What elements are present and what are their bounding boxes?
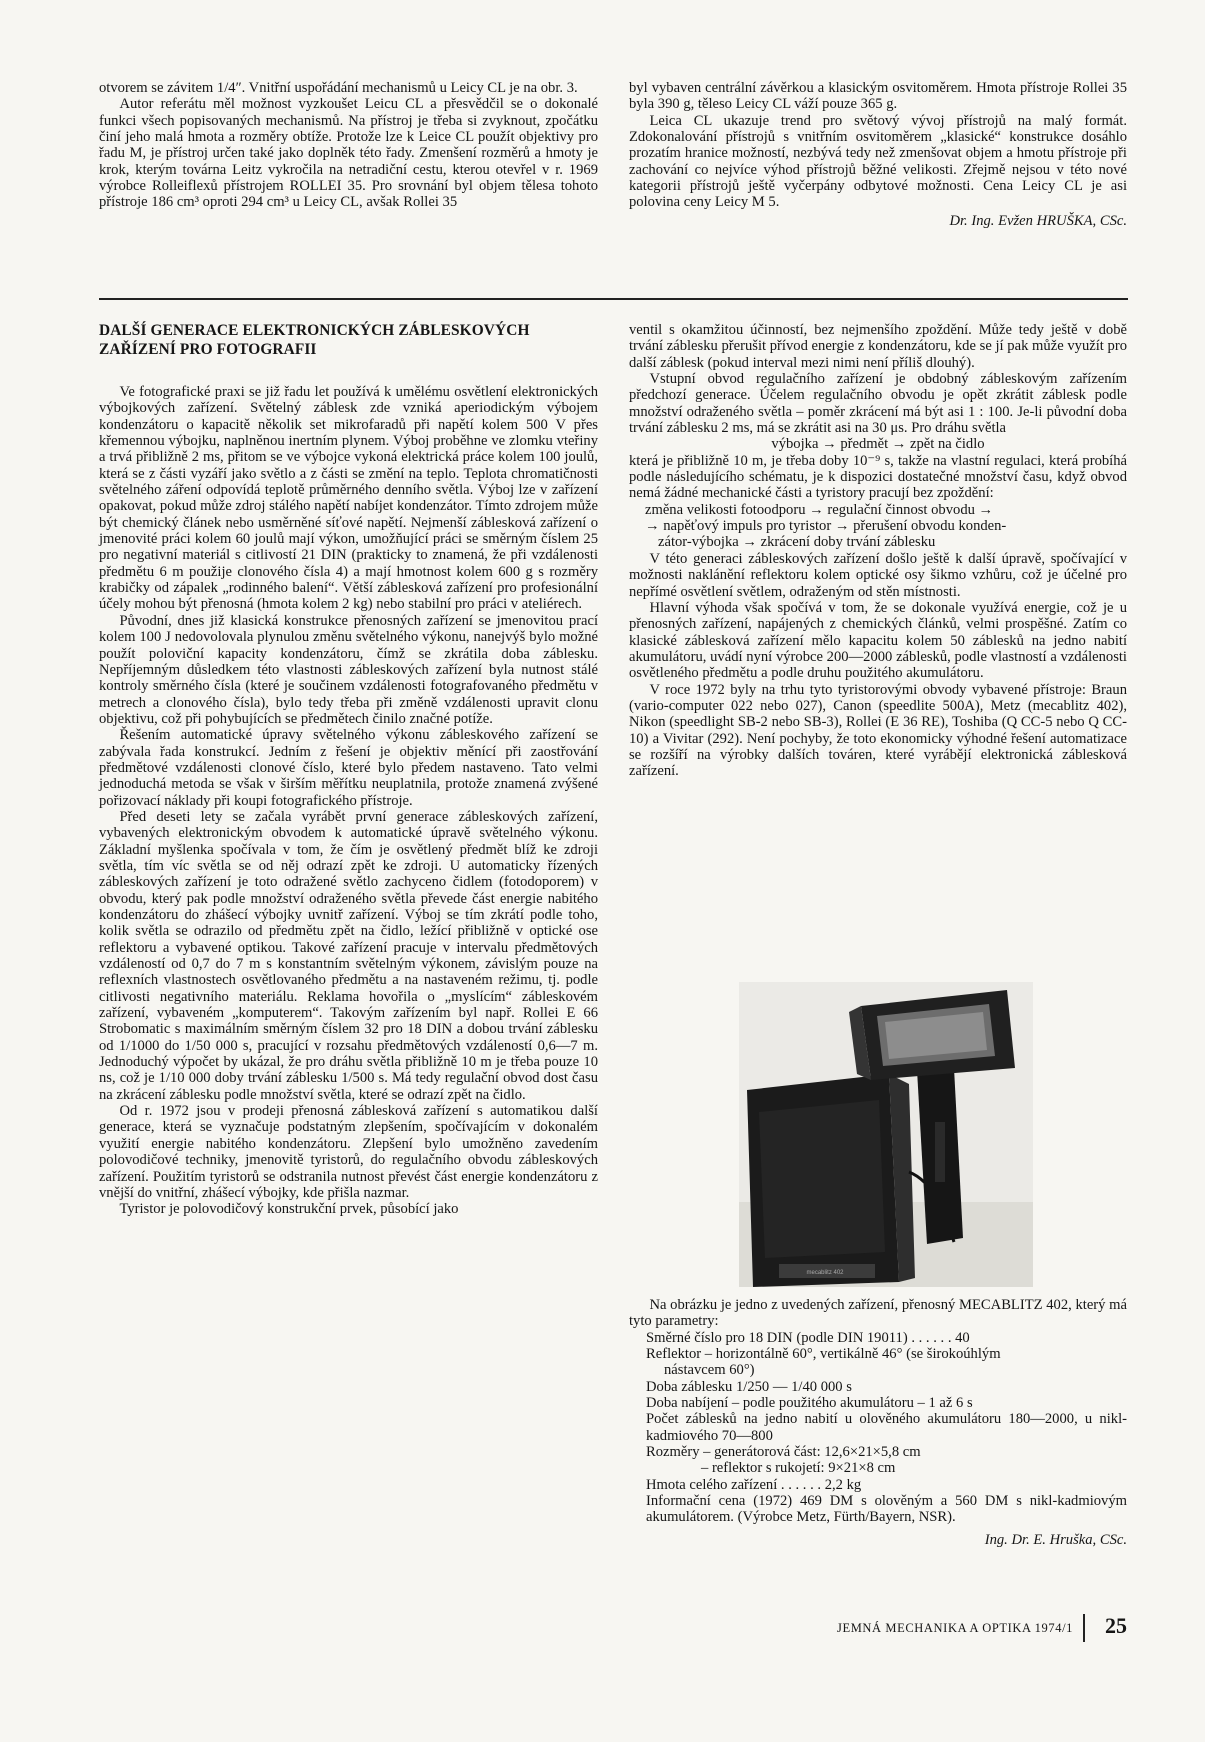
page-footer: [819, 1613, 1127, 1641]
paragraph: byl vybaven centrální závěrkou a klasickým osvitoměrem. Hmota přístroje Rollei 35 byla 390 g, těleso Leicy CL váží pouze 365 g.: [629, 80, 1127, 113]
spec-row: – reflektor s rukojetí: 9×21×8 cm: [701, 1460, 896, 1477]
photo-label: mecablitz 402: [806, 1270, 844, 1276]
article-body-left: [99, 384, 598, 1218]
article-body-right: [629, 322, 1127, 780]
spec-row: Reflektor – horizontálně 60°, vertikálně 46° (se širokoúhlým: [646, 1346, 1001, 1363]
schema-line: změna velikosti fotoodporu → regulační činnost obvodu →: [645, 501, 994, 518]
spec-row: Hmota celého zařízení . . . . . . 2,2 kg: [646, 1476, 862, 1493]
paragraph: Tyristor je polovodičový konstrukční prvek, působící jako: [119, 1201, 459, 1218]
paragraph: Autor referátu měl možnost vyzkoušet Leicu CL a přesvědčil se o dokonalé funkci všech popisovaných mechanismů. Na přístroj je třeba si zvyknout, zpočátku činí jeho malá hmota a rozměry obtíže. Protože lze k Leice CL použít objektivy pro řadu M, je přístroj určen také jako doplněk této řady. Zmenšení rozměrů a hmoty je krok, kterým továrna Leitz vykročila na netradiční cestu, kterou otevřel v r. 1969 výrobce Rolleiflexů přístrojem ROLLEI 35. Pro srovnání byl objem tělesa tohoto přístroje 186 cm³ oproti 294 cm³ u Leicy CL, avšak Rollei 35: [99, 96, 598, 211]
schema-line: zátor-výbojka → zkrácení doby trvání záblesku: [658, 534, 936, 551]
paragraph: Leica CL ukazuje trend pro světový vývoj přístrojů na malý formát. Zdokonalování přístrojů s vnitřním osvitoměrem „klasické“ konstrukce dosáhlo prozatím hranice možností, nezbývá tedy než zmenšovat objem a hmotu přístroje při zachování co nejvíce výhod přístrojů běžné velikosti. Zřejmě nejsou v této nové kategorii přístrojů ještě vyčerpány odbytové možnosti. Cena Leicy CL je asi polovina ceny Leicy M 5.: [629, 112, 1127, 211]
paragraph: Od r. 1972 jsou v prodeji přenosná záblesková zařízení s automatikou další generace, která se vyznačuje podstatným zlepšením, spočívajícím v dokonalém využití energie nabitého kondenzátoru. Zlepšení bylo umožněno zavedením polovodičové techniky, jmenovitě tyristorů, do regulačního obvodu zábleskových zařízení. Použitím tyristorů se odstranila nutnost převést část energie kondenzátoru z vnější do vnitřní, zhášecí výbojky, kde přišla nazmar.: [99, 1103, 598, 1201]
journal-title: JEMNÁ MECHANIKA A OPTIKA 1974/1: [837, 1621, 1073, 1635]
article-continuation-right: [629, 80, 1127, 229]
section-divider: [99, 298, 1128, 300]
spec-row: Informační cena (1972) 469 DM s olověným a 560 DM s nikl-kadmiovým akumulátorem. (Výrobce Metz, Fürth/Bayern, NSR).: [646, 1493, 1127, 1526]
formula-line: výbojka → předmět → zpět na čidlo: [771, 436, 985, 453]
flash-unit-illustration: [739, 982, 1033, 1287]
paragraph: Ve fotografické praxi se již řadu let používá k umělému osvětlení elektronických výbojkových zařízení. Světelný záblesk zde vzniká aperiodickým výbojem kondenzátoru o kapacitě několik set mikrofaradů při napětí kolem 500 V přes křemennou výbojku, naplněnou inertním plynem. Výboj proběhne ve zlomku vteřiny a trvá přibližně 2 ms, přitom se ve výbojce vykoná elektrická práce kolem 100 joulů, která se z části vyzáří jako světlo a z části se změní na teplo. Teplota chromatičnosti světelného záření odpovídá teplotě průměrného denního světla. Výboj lze v zařízení opakovat, pokud může zdroj stálého napětí nabíjet kondenzátor. Tímto zdrojem může být chemický článek nebo usměrněné síťové napětí. Nejmenší záblesková zařízení o jmenovité práci kolem 60 joulů mají výkon, umožňující práci se směrným číslem 25 pro negativní materiál s citlivostí 21 DIN (prakticky to znamená, že při vzdálenosti předmětu 6 m použije clonového čísla 4) a mají hmotnost kolem 600 g s rozměry krabičky od zápalek „rodinného balení“. Větší záblesková zařízení pro profesionální účely mohou být přenosná (hmota kolem 2 kg) nebo stabilní pro práci v ateliérech.: [99, 384, 598, 613]
spec-row: Počet záblesků na jedno nabití u olověného akumulátoru 180—2000, u nikl-kadmiového 70—800: [646, 1411, 1127, 1444]
paragraph: V roce 1972 byly na trhu tyto tyristorovými obvody vybavené přístroje: Braun (vario-computer 022 nebo 027), Canon (speedlite 500A), Metz (mecablitz 402), Nikon (speedlight SB-2 nebo SB-3), Rollei (E 36 RE), Toshiba (Q CC-5 nebo Q CC-10) a Vivitar (292). Není pochyby, že toto ekonomicky výhodné řešení automatizace se rozšíří na výrobky dalších továren, které vyrábějí elektronická záblesková zařízení.: [629, 681, 1127, 780]
footer-divider: [1083, 1614, 1085, 1642]
spec-row: nástavcem 60°): [664, 1362, 755, 1379]
caption-intro: Na obrázku je jedno z uvedených zařízení, přenosný MECABLITZ 402, který má tyto parametry:: [629, 1297, 1127, 1330]
schema-line: → napěťový impuls pro tyristor → přerušení obvodu konden-: [645, 518, 1007, 535]
paragraph: Vstupní obvod regulačního zařízení je obdobný zábleskovým zařízením předchozí generace. Účelem regulačního obvodu je opět zkrátit záblesk podle množství odraženého světla – poměr zkrácení má být asi 1 : 100. Je-li původní doba trvání záblesku 2 ms, má se zkrátit asi na 30 μs. Pro dráhu světla: [629, 371, 1127, 437]
paragraph: ventil s okamžitou účinností, bez nejmenšího zpoždění. Může tedy ještě v době trvání záblesku přerušit přívod energie z kondenzátoru, kde se jí pak může využít pro další záblesk (pokud interval mezi nimi není příliš dlouhý).: [629, 322, 1127, 371]
paragraph: Původní, dnes již klasická konstrukce přenosných zařízení se jmenovitou prací kolem 100 J nedovolovala plynulou změnu světelného výkonu, nanejvýš bylo možné použít poloviční kapacity kondenzátoru, čímž se zkrátila doba záblesku. Nepříjemným důsledkem této vlastnosti zábleskových zařízení byla nutnost stálé kontroly směrného čísla (které je součinem vzdálenosti fotografovaného předmětu v metrech a clonového čísla), bylo tedy třeba při změně vzdálenosti upravit clonu objektivu, což při pohybujících se předmětech činilo značné potíže.: [99, 612, 598, 727]
paragraph: Hlavní výhoda však spočívá v tom, že se dokonale využívá energie, což je u přenosných zařízení, napájených z chemických článků, velmi prospěšné. Zatím co klasické záblesková zařízení mělo kapacitu kolem 50 záblesků na jedno nabití akumulátoru, uvádí nyní výrobce 200—2000 záblesků, podle vlastností a vzdálenosti osvětleného předmětu a podle druhu použitého akumulátoru.: [629, 599, 1127, 682]
spec-row: Doba záblesku 1/250 — 1/40 000 s: [646, 1378, 852, 1395]
article-heading: DALŠÍ GENERACE ELEKTRONICKÝCH ZÁBLESKOVÝCH ZAŘÍZENÍ PRO FOTOGRAFII: [99, 322, 530, 358]
spec-row: Doba nabíjení – podle použitého akumulátoru – 1 až 6 s: [646, 1395, 973, 1412]
photo-caption: [629, 1297, 1127, 1548]
paragraph: otvorem se závitem 1/4″. Vnitřní uspořádání mechanismů u Leicy CL je na obr. 3.: [99, 80, 578, 96]
author-signature: Ing. Dr. E. Hruška, CSc.: [984, 1531, 1127, 1548]
paragraph: Před deseti lety se začala vyrábět první generace zábleskových zařízení, vybavených elektronickým obvodem k automatické úpravě světelného výkonu. Základní myšlenka spočívala v tom, že čím je osvětlený předmět blíž ke zdroji světla, tím víc světla se od něj odrazí zpět ke zdroji. U automaticky řízených zábleskových zařízení je toto odražené světlo zachyceno čidlem (fotodoporem) v obvodu, který pak podle množství odraženého světla převede část energie nabitého kondenzátoru do zhášecí výbojky uvnitř zařízení. Výboj se tím zkrátí podle toho, kolik světla se odrazilo od předmětu zpět na čidlo, ležící přibližně v optické ose reflektoru a vybavené optikou. Takové zařízení pracuje v intervalu předmětových vzdáleností od 0,7 do 7 m s konstantním světelným výkonem, závislým pouze na reflexních vlastnostech osvětlovaného předmětu a na nastaveném režimu, tj. podle citlivosti negativního materiálu. Reklama hovořila o „myslícím“ zábleskovém zařízení, vybaveném „komputerem“. Takovým zařízením byl např. Rollei E 66 Strobomatic s maximálním směrným číslem 32 pro 18 DIN a dobou trvání záblesku od 1/1000 do 1/50 000 s, pracující v rozsahu předmětových vzdáleností 0,6—7 m. Jednoduchý výpočet by ukázal, že pro dráhu světla přibližně 10 m je třeba pouze 10 ns, což je 1/10 000 doby trvání záblesku 1/500 s. Má tedy regulační obvod dost času na zkrácení záblesku podle množství světla, které se odrazí zpět na čidlo.: [99, 808, 598, 1103]
spec-row: Rozměry – generátorová část: 12,6×21×5,8 cm: [646, 1444, 921, 1461]
paragraph: která je přibližně 10 m, je třeba doby 10⁻⁹ s, takže na vlastní regulaci, která probíhá podle následujícího schématu, je k dispozici dostatečné množství času, když obvod nemá žádné mechanické části a tyristory pracují bez zpoždění:: [629, 452, 1127, 502]
page-number: 25: [1105, 1613, 1127, 1638]
paragraph: V této generaci zábleskových zařízení došlo ještě k další úpravě, spočívající v možnosti naklánění reflektoru kolem optické osy šikmo vzhůru, což je účelné pro nepřímé osvětlení světlem, odraženým od stěn místnosti.: [629, 550, 1127, 600]
paragraph: Řešením automatické úpravy světelného výkonu zábleskového zařízení se zabývala řada konstrukcí. Jedním z řešení je objektiv měnící při zaostřování předmětové vzdálenosti clonové číslo, které bylo předem nastaveno. Tato velmi jednoduchá metoda se však v širším měřítku neuplatnila, protože znamená zvýšené pořizovací náklady při koupi fotografického přístroje.: [99, 727, 598, 809]
flash-unit-photo: [739, 982, 1033, 1287]
author-signature: Dr. Ing. Evžen HRUŠKA, CSc.: [949, 212, 1127, 229]
spec-row: Směrné číslo pro 18 DIN (podle DIN 19011) . . . . . . 40: [646, 1329, 970, 1346]
article-continuation-left: [99, 80, 598, 211]
